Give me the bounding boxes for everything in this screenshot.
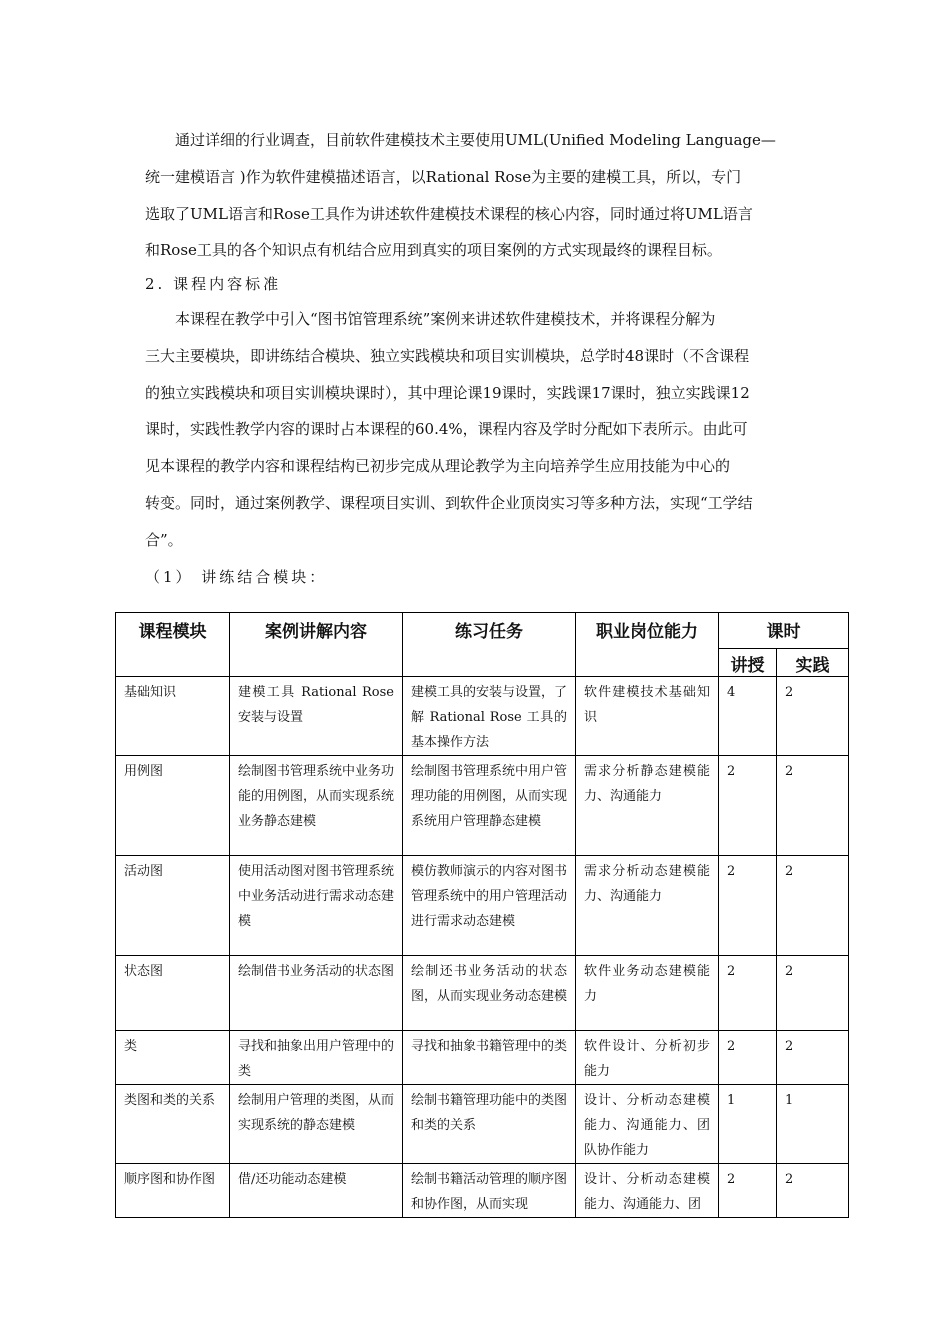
cell-lecture: 2 xyxy=(719,956,777,1031)
table-header xyxy=(116,613,849,677)
cell-task: 建模工具的安装与设置，了解 Rational Rose 工具的基本操作方法 xyxy=(403,677,576,756)
cell-task: 绘制还书业务活动的状态图，从而实现业务动态建模 xyxy=(403,956,576,1031)
cell-case: 绘制图书管理系统中业务功能的用例图，从而实现系统业务静态建模 xyxy=(230,756,403,856)
text-line: 合”。 xyxy=(145,530,183,549)
cell-ability: 软件业务动态建模能力 xyxy=(576,956,719,1031)
header-lecture: 讲授 xyxy=(719,649,777,677)
cell-practice: 2 xyxy=(777,1164,849,1218)
table-row xyxy=(116,756,849,856)
cell-ability: 软件建模技术基础知识 xyxy=(576,677,719,756)
cell-practice: 2 xyxy=(777,856,849,956)
cell-case: 借/还功能动态建模 xyxy=(230,1164,403,1218)
cell-ability: 软件设计、分析初步能力 xyxy=(576,1031,719,1085)
cell-practice: 2 xyxy=(777,756,849,856)
content-paragraph xyxy=(145,301,807,559)
header-case: 案例讲解内容 xyxy=(230,613,403,677)
cell-task: 绘制书籍活动管理的顺序图和协作图，从而实现 xyxy=(403,1164,576,1218)
cell-case: 绘制借书业务活动的状态图 xyxy=(230,956,403,1031)
text-line: 的独立实践模块和项目实训模块课时），其中理论课19课时，实践课17课时，独立实践课12 xyxy=(145,383,750,402)
cell-lecture: 2 xyxy=(719,1031,777,1085)
cell-lecture: 2 xyxy=(719,856,777,956)
header-module: 课程模块 xyxy=(116,613,230,677)
table-row xyxy=(116,677,849,756)
text-line: 转变。同时，通过案例教学、课程项目实训、到软件企业顶岗实习等多种方法，实现“工学结 xyxy=(145,493,753,512)
table-row xyxy=(116,1085,849,1164)
cell-module: 活动图 xyxy=(116,856,230,956)
text-line: 通过详细的行业调查，目前软件建模技术主要使用UML(Unified Modeling Language— xyxy=(175,131,776,149)
text-line: 课时，实践性教学内容的课时占本课程的60.4%，课程内容及学时分配如下表所示。由此可 xyxy=(145,420,748,439)
cell-module: 用例图 xyxy=(116,756,230,856)
cell-module: 类图和类的关系 xyxy=(116,1085,230,1164)
cell-case: 使用活动图对图书管理系统中业务活动进行需求动态建模 xyxy=(230,856,403,956)
header-ability: 职业岗位能力 xyxy=(576,613,719,677)
cell-case: 绘制用户管理的类图，从而实现系统的静态建模 xyxy=(230,1085,403,1164)
table-row xyxy=(116,1031,849,1085)
cell-ability: 需求分析静态建模能力、沟通能力 xyxy=(576,756,719,856)
cell-task: 绘制书籍管理功能中的类图和类的关系 xyxy=(403,1085,576,1164)
cell-module: 顺序图和协作图 xyxy=(116,1164,230,1218)
text-line: 见本课程的教学内容和课程结构已初步完成从理论教学为主向培养学生应用技能为中心的 xyxy=(145,457,731,476)
cell-ability: 设计、分析动态建模能力、沟通能力、团队协作能力 xyxy=(576,1085,719,1164)
cell-practice: 1 xyxy=(777,1085,849,1164)
cell-case: 建模工具 Rational Rose安装与设置 xyxy=(230,677,403,756)
cell-task: 模仿教师演示的内容对图书管理系统中的用户管理活动进行需求动态建模 xyxy=(403,856,576,956)
cell-ability: 设计、分析动态建模能力、沟通能力、团 xyxy=(576,1164,719,1218)
section-heading: 2. 课程内容标准 xyxy=(145,275,282,293)
cell-lecture: 2 xyxy=(719,756,777,856)
cell-case: 寻找和抽象出用户管理中的类 xyxy=(230,1031,403,1085)
cell-lecture: 1 xyxy=(719,1085,777,1164)
intro-paragraph xyxy=(145,122,807,269)
cell-module: 基础知识 xyxy=(116,677,230,756)
course-table xyxy=(115,612,849,1218)
text-line: 三大主要模块，即讲练结合模块、独立实践模块和项目实训模块，总学时48课时（不含课程 xyxy=(145,346,750,365)
text-line: 和Rose工具的各个知识点有机结合应用到真实的项目案例的方式实现最终的课程目标。 xyxy=(145,241,722,260)
header-practice: 实践 xyxy=(777,649,849,677)
header-task: 练习任务 xyxy=(403,613,576,677)
cell-lecture: 4 xyxy=(719,677,777,756)
header-hours: 课时 xyxy=(719,613,849,649)
table-row xyxy=(116,1164,849,1218)
cell-task: 寻找和抽象书籍管理中的类 xyxy=(403,1031,576,1085)
table-row xyxy=(116,956,849,1031)
cell-module: 类 xyxy=(116,1031,230,1085)
text-line: 本课程在教学中引入“图书馆管理系统”案例来讲述软件建模技术，并将课程分解为 xyxy=(175,310,716,328)
cell-practice: 2 xyxy=(777,677,849,756)
subsection-heading: （1） 讲练结合模块： xyxy=(145,568,328,586)
table-row xyxy=(116,856,849,956)
text-line: 统一建模语言 )作为软件建模描述语言，以Rational Rose为主要的建模工具，所以，专门 xyxy=(145,167,742,186)
cell-module: 状态图 xyxy=(116,956,230,1031)
cell-task: 绘制图书管理系统中用户管理功能的用例图，从而实现系统用户管理静态建模 xyxy=(403,756,576,856)
text-line: 选取了UML语言和Rose工具作为讲述软件建模技术课程的核心内容，同时通过将UML语言 xyxy=(145,204,753,223)
cell-lecture: 2 xyxy=(719,1164,777,1218)
cell-ability: 需求分析动态建模能力、沟通能力 xyxy=(576,856,719,956)
cell-practice: 2 xyxy=(777,956,849,1031)
cell-practice: 2 xyxy=(777,1031,849,1085)
